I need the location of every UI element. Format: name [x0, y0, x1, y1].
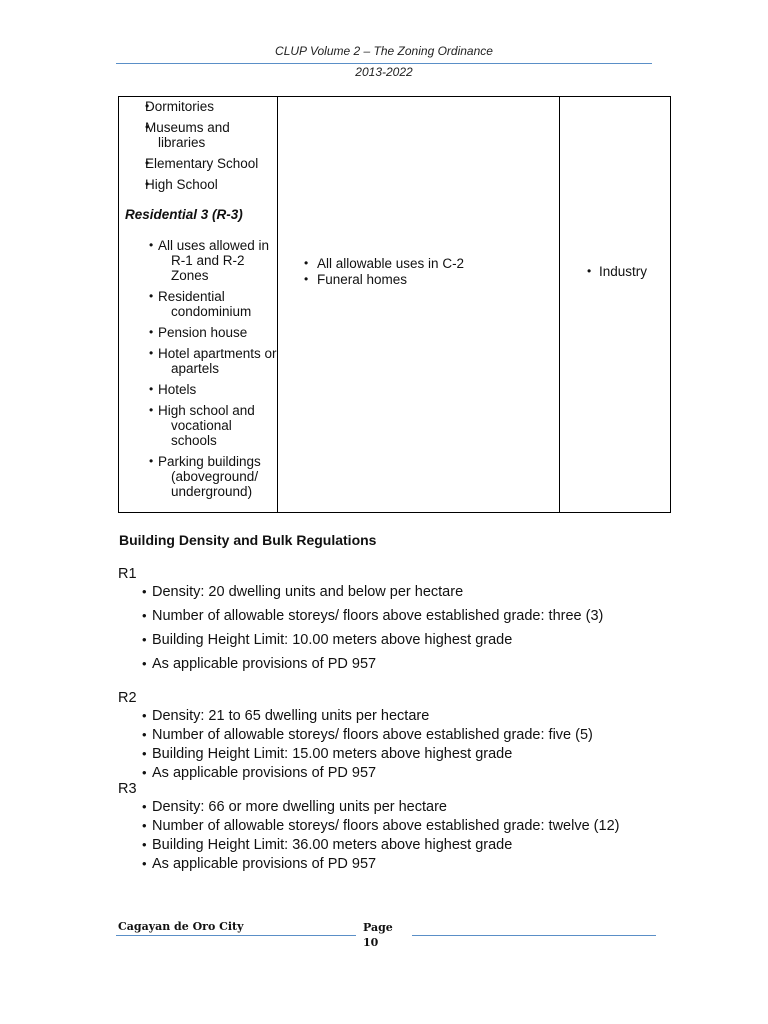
list-item: • Number of allowable storeys/ floors above established grade: twelve (12) [118, 818, 678, 834]
list-item: • Industry [560, 264, 670, 279]
list-item: • Number of allowable storeys/ floors above established grade: three (3) [118, 608, 678, 624]
list-item: • As applicable provisions of PD 957 [118, 765, 678, 781]
list-r3 [119, 238, 277, 499]
list-r2 [118, 708, 678, 781]
list-item: • High school and vocational schools [119, 403, 277, 448]
list-item: • Hotels [119, 382, 277, 397]
list-item: • All uses allowed in R-1 and R-2 Zones [119, 238, 277, 283]
group-label-r2: R2 [118, 690, 137, 706]
list-industrial [560, 264, 670, 279]
header-rule [116, 63, 652, 64]
list-item: • Building Height Limit: 10.00 meters above highest grade [118, 632, 678, 648]
list-item: • High School [119, 177, 277, 192]
group-label-r1: R1 [118, 566, 137, 582]
list-item: • Hotel apartments or apartels [119, 346, 277, 376]
list-item: • As applicable provisions of PD 957 [118, 656, 678, 672]
list-item: • All allowable uses in C-2 [278, 256, 559, 271]
list-item: • Building Height Limit: 15.00 meters above highest grade [118, 746, 678, 762]
list-item: • Building Height Limit: 36.00 meters above highest grade [118, 837, 678, 853]
list-item: • Dormitories [119, 99, 277, 114]
group-label-r3: R3 [118, 781, 137, 797]
r3-heading: Residential 3 (R-3) [125, 207, 243, 222]
list-item: • Funeral homes [278, 272, 559, 287]
list-item: • Density: 21 to 65 dwelling units per hectare [118, 708, 678, 724]
footer-rule-right [412, 935, 656, 936]
zoning-table [118, 96, 671, 513]
list-top [119, 99, 277, 192]
list-item: • Elementary School [119, 156, 277, 171]
footer-city: Cagayan de Oro City [118, 920, 244, 933]
list-item: • As applicable provisions of PD 957 [118, 856, 678, 872]
table-row [119, 97, 671, 513]
list-item: • Pension house [119, 325, 277, 340]
document-years: 2013-2022 [355, 65, 413, 79]
list-item: • Museums and libraries [119, 120, 277, 150]
list-r1 [118, 584, 678, 672]
document-title: CLUP Volume 2 – The Zoning Ordinance [275, 44, 493, 58]
list-item: • Density: 66 or more dwelling units per hectare [118, 799, 678, 815]
list-item: • Density: 20 dwelling units and below per hectare [118, 584, 678, 600]
table-cell-industrial-uses [560, 97, 671, 513]
list-item: • Residential condominium [119, 289, 277, 319]
section-heading: Building Density and Bulk Regulations [119, 532, 377, 548]
list-commercial [278, 256, 559, 287]
table-cell-residential-uses [119, 97, 278, 513]
list-item: • Parking buildings (aboveground/ underground) [119, 454, 277, 499]
footer-page-number: 10 [363, 936, 379, 949]
footer-page-label: Page [363, 921, 393, 934]
list-r3-regulations [118, 799, 678, 872]
table-cell-commercial-uses [278, 97, 560, 513]
list-item: • Number of allowable storeys/ floors above established grade: five (5) [118, 727, 678, 743]
footer-rule-left [116, 935, 356, 936]
